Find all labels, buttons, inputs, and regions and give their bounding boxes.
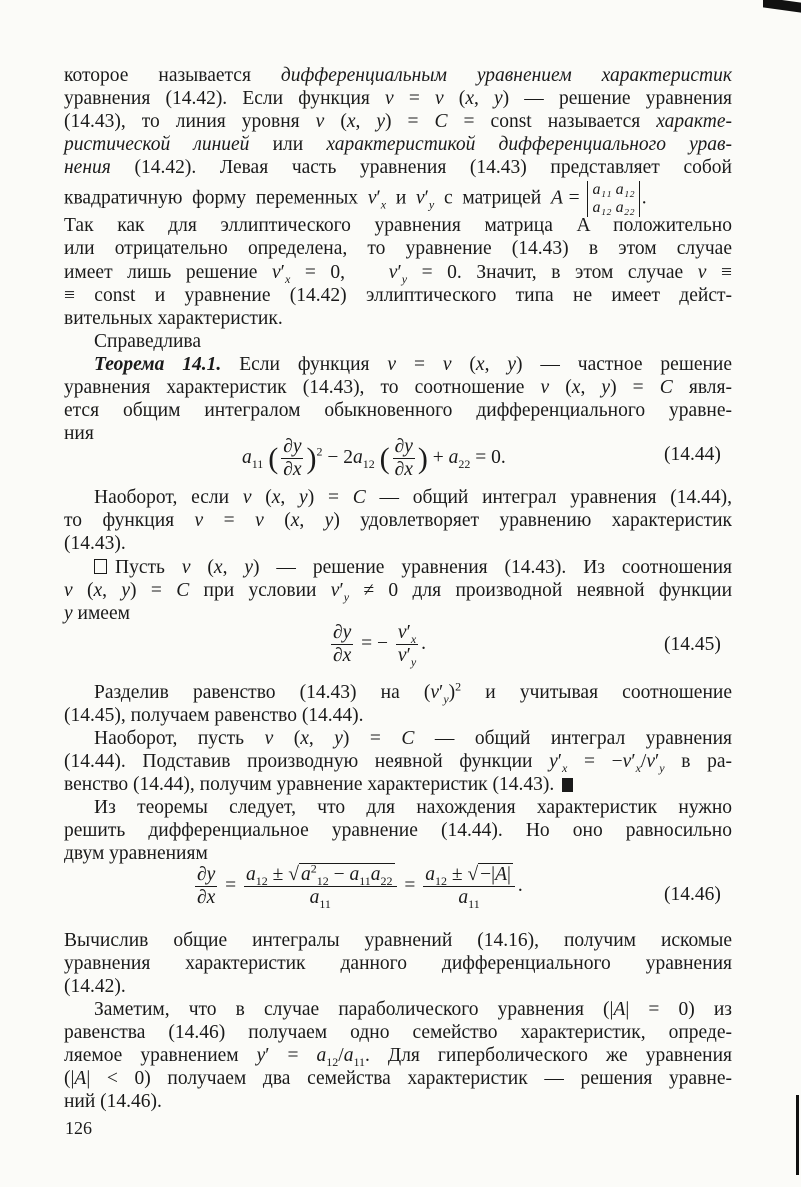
proof-start-icon [94, 559, 107, 574]
text-line: уравнения (14.42). Если функция v = v (x, y) — решение уравнения [64, 88, 733, 109]
text-line: (|A| < 0) получаем два семейства характеристик — решения уравне- [64, 1068, 732, 1089]
text-line: ≡ const и уравнение (14.42) эллиптического типа не имеет дейст- [64, 285, 732, 306]
text-line: ляемое уравнением $y' = a_{12}/a_{11}$. Для гиперболического же уравнения [64, 1045, 732, 1069]
equation-14-46: $\frac{\partial y}{\partial x}$ = $\frac{a_{12} \pm √ a^2_{12} - a_{11}a_{22}}{a_{11}}$ = $\frac{a_{12} \pm √ -|A|}{a_{11}}$ . [197, 861, 523, 911]
matrix-a: a₁₁ a₁₂ a₁₂ a₂₂ [587, 181, 639, 217]
text-line: v (x, y) = C при условии $v'_y \ne 0$ для производной неявной функции [64, 580, 733, 604]
text-line: ется общим интегралом обыкновенного дифференциального уравне- [64, 400, 732, 421]
text-line: уравнения характеристик (14.43), то соотношение v (x, y) = C явля- [64, 377, 732, 398]
text-line: y имеем [64, 603, 130, 624]
text-line: имеет лишь решение $v'_x = 0$, $v'_y = 0$. Значит, в этом случае v ≡ [64, 262, 732, 286]
text-line: (14.43), то линия уровня v (x, y) = C = const называется характе- [64, 111, 733, 132]
text-line: (14.43). [64, 533, 126, 554]
text-line: то функция v = v (x, y) удовлетворяет уравнению характеристик [64, 510, 733, 531]
text-line: двум уравнениям [64, 843, 208, 864]
text-line: уравнения характеристик данного дифференциального уравнения [64, 953, 732, 974]
proof-end-icon [562, 778, 573, 792]
page-edge-mark [796, 1095, 799, 1175]
text-line: Справедлива [94, 331, 202, 352]
text-line: равенства (14.46) получаем одно семейство характеристик, опреде- [64, 1022, 732, 1043]
text-line: Вычислив общие интегралы уравнений (14.16), получим искомые [64, 930, 732, 951]
text-line: ний (14.46). [64, 1091, 162, 1112]
text-line: или отрицательно определена, то уравнение (14.43) в этом случае [64, 238, 732, 259]
text-line: вительных характеристик. [64, 308, 283, 329]
text-line: Наоборот, пусть v (x, y) = C — общий интеграл уравнения [94, 728, 732, 749]
text-line: Из теоремы следует, что для нахождения характеристик нужно [94, 797, 732, 818]
text-line: (14.42). [64, 976, 126, 997]
equation-14-44: $a_{11}$ ( $\frac{\partial y}{\partial x}$ )$^2 - 2a_{12}$ ( $\frac{\partial y}{\partial x}$ ) + $a_{22} = 0$. [242, 436, 506, 480]
text-line: нения (14.42). Левая часть уравнения (14.43) представляет собой [64, 157, 732, 178]
equation-14-45: $\frac{\partial y}{\partial x}$ = − $\frac{v'_x}{v'_y}$ . [333, 622, 427, 669]
text-line: венство (14.44), получим уравнение характеристик (14.43). [64, 773, 732, 796]
text-line: Разделив равенство (14.43) на $(v'_y)^2$ и учитывая соотношение [94, 679, 732, 706]
page-corner-mark [763, 0, 801, 13]
equation-number: (14.45) [664, 634, 721, 655]
equation-number: (14.44) [664, 444, 721, 465]
text-line: ния [64, 423, 94, 444]
text-line: ристической линией или характеристикой дифференциального урав- [64, 134, 732, 155]
text-line: Заметим, что в случае параболического уравнения (|A| = 0) из [94, 999, 732, 1020]
theorem-line: Теорема 14.1. Если функция v = v (x, y) — частное решение [94, 354, 733, 375]
text-line: (14.44). Подставив производную неявной функции $y'_x = -v'_x/v'_y$ в ра- [64, 751, 732, 775]
text-line: (14.45), получаем равенство (14.44). [64, 705, 364, 726]
text-line: Наоборот, если v (x, y) = C — общий интеграл уравнения (14.44), [94, 487, 733, 508]
page-number: 126 [65, 1118, 92, 1138]
matrix-label: A = [550, 187, 581, 209]
equation-number: (14.46) [664, 884, 721, 905]
text-line: квадратичную форму переменных $v'_x$ и $v'_y$ с матрицей A = a₁₁ a₁₂ a₁₂ a₂₂ . [64, 181, 647, 216]
proof-line: Пусть v (x, y) — решение уравнения (14.43). Из соотношения [94, 556, 732, 579]
text-line: которое называется дифференциальным уравнением характеристик [64, 65, 732, 86]
text-line: Так как для эллиптического уравнения матрица A положительно [64, 215, 732, 236]
text-line: решить дифференциальное уравнение (14.44). Но оно равносильно [64, 820, 732, 841]
